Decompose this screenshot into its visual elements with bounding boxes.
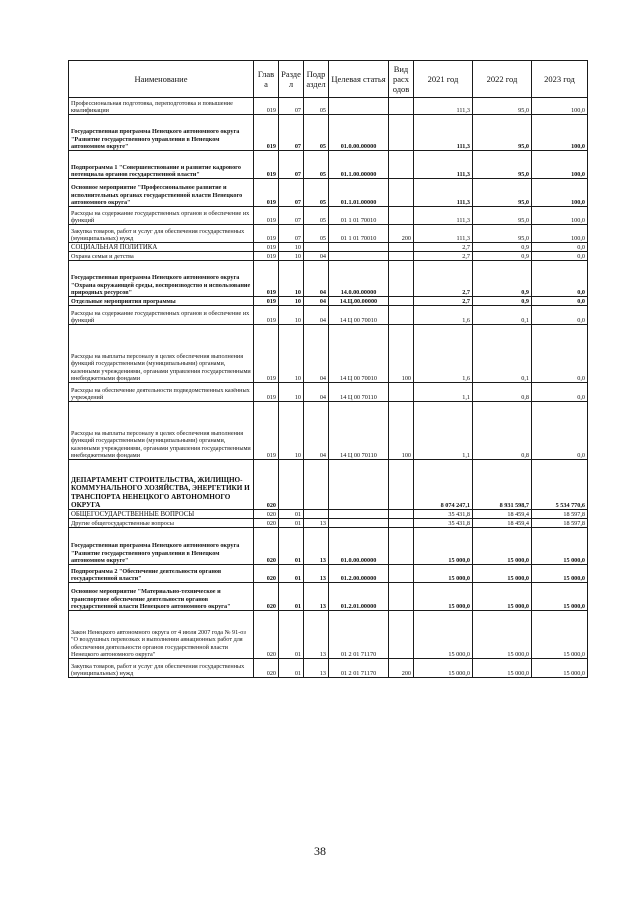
cell-glav: 020 [254,611,279,659]
cell-2023: 15 000,0 [532,528,588,565]
cell-razdel: 01 [279,583,304,611]
cell-2023: 18 597,8 [532,519,588,528]
header-target: Целевая статья [329,61,389,98]
cell-glav: 019 [254,383,279,402]
cell-podrazdel: 13 [304,583,329,611]
cell-target: 01.1.01.00000 [329,179,389,207]
cell-target [329,252,389,261]
cell-2023: 100,0 [532,151,588,179]
cell-target: 01.0.00.00000 [329,528,389,565]
cell-name: Охрана семьи и детства [69,252,254,261]
cell-2021: 1,6 [414,306,473,325]
cell-2022: 95,0 [473,115,532,151]
cell-name: СОЦИАЛЬНАЯ ПОЛИТИКА [69,243,254,252]
cell-2023: 15 000,0 [532,565,588,583]
cell-vid [389,528,414,565]
cell-2021: 35 431,8 [414,519,473,528]
cell-target [329,98,389,115]
header-2021: 2021 год [414,61,473,98]
table-row [69,528,588,565]
cell-name: Профессиональная подготовка, переподготовка и повышение квалификации [69,98,254,115]
cell-podrazdel: 13 [304,519,329,528]
cell-target: 14 Ц 00 70010 [329,306,389,325]
cell-razdel: 10 [279,402,304,460]
cell-2021: 15 000,0 [414,528,473,565]
cell-target: 01.0.00.00000 [329,115,389,151]
cell-2021: 35 431,8 [414,510,473,519]
header-vid: Вид расх одов [389,61,414,98]
cell-2021: 1,6 [414,325,473,383]
cell-podrazdel [304,460,329,510]
cell-2021: 2,7 [414,252,473,261]
cell-vid [389,98,414,115]
table-body [69,98,588,678]
cell-target [329,460,389,510]
cell-podrazdel: 04 [304,261,329,297]
budget-table [68,60,588,678]
cell-2022: 15 000,0 [473,583,532,611]
cell-2022: 15 000,0 [473,528,532,565]
cell-target [329,519,389,528]
cell-target: 01 2 01 71170 [329,611,389,659]
cell-podrazdel: 05 [304,151,329,179]
cell-name: Основное мероприятие "Профессиональное развитие и исполнительных органах государственной власти Ненецкого автономного округа" [69,179,254,207]
cell-2021: 8 074 247,1 [414,460,473,510]
table-row [69,252,588,261]
cell-2022: 15 000,0 [473,659,532,678]
cell-vid [389,151,414,179]
table-row [69,383,588,402]
table-row [69,325,588,383]
header-2022: 2022 год [473,61,532,98]
cell-name: Закупка товаров, работ и услуг для обеспечения государственных (муниципальных) нужд [69,659,254,678]
cell-name: Государственная программа Ненецкого автономного округа "Охрана окружающей среды, воспроизводство и использование природных ресурсов" [69,261,254,297]
table-row [69,659,588,678]
cell-2023: 15 000,0 [532,659,588,678]
cell-vid [389,583,414,611]
cell-2022: 0,9 [473,261,532,297]
cell-razdel: 01 [279,528,304,565]
cell-vid [389,179,414,207]
cell-name: Подпрограмма 2 "Обеспечение деятельности органов государственной власти" [69,565,254,583]
cell-2021: 1,1 [414,402,473,460]
cell-name: Другие общегосударственные вопросы [69,519,254,528]
cell-2021: 111,3 [414,115,473,151]
table-row [69,243,588,252]
cell-glav: 019 [254,243,279,252]
cell-2022: 95,0 [473,151,532,179]
cell-target [329,510,389,519]
cell-2021: 111,3 [414,151,473,179]
cell-podrazdel: 04 [304,325,329,383]
cell-target: 14.0.00.00000 [329,261,389,297]
cell-2021: 15 000,0 [414,611,473,659]
cell-glav: 019 [254,225,279,243]
cell-razdel: 10 [279,243,304,252]
table-row [69,565,588,583]
cell-2022: 95,0 [473,225,532,243]
cell-name: Закупка товаров, работ и услуг для обеспечения государственных (муниципальных) нужд [69,225,254,243]
cell-name: Расходы на содержание государственных органов и обеспечение их функций [69,207,254,225]
cell-podrazdel: 13 [304,611,329,659]
cell-razdel: 10 [279,297,304,306]
cell-2021: 2,7 [414,261,473,297]
cell-razdel: 01 [279,659,304,678]
cell-glav: 019 [254,98,279,115]
cell-glav: 020 [254,659,279,678]
cell-2023: 100,0 [532,115,588,151]
cell-2021: 111,3 [414,225,473,243]
cell-podrazdel [304,243,329,252]
header-podrazdel: Подр аздел [304,61,329,98]
cell-podrazdel: 05 [304,207,329,225]
cell-podrazdel: 13 [304,659,329,678]
cell-razdel: 01 [279,519,304,528]
cell-target: 14.Ц.00.00000 [329,297,389,306]
table-row [69,207,588,225]
header-2023: 2023 год [532,61,588,98]
table-row [69,402,588,460]
cell-2023: 0,0 [532,252,588,261]
cell-glav: 019 [254,179,279,207]
cell-name: Государственная программа Ненецкого автономного округа "Развитие государственного управления в Ненецком автономном округе" [69,528,254,565]
cell-2022: 0,8 [473,383,532,402]
cell-razdel: 10 [279,252,304,261]
cell-razdel: 07 [279,115,304,151]
cell-name: Отдельные мероприятия программы [69,297,254,306]
cell-glav: 020 [254,519,279,528]
cell-2023: 100,0 [532,179,588,207]
cell-glav: 019 [254,207,279,225]
cell-vid [389,510,414,519]
cell-podrazdel: 04 [304,306,329,325]
cell-2023: 100,0 [532,98,588,115]
cell-vid [389,261,414,297]
cell-2022: 18 459,4 [473,510,532,519]
cell-2021: 2,7 [414,297,473,306]
cell-razdel [279,460,304,510]
cell-target: 01 1 01 70010 [329,207,389,225]
cell-2021: 2,7 [414,243,473,252]
cell-2022: 18 459,4 [473,519,532,528]
header-razdel: Разде л [279,61,304,98]
table-row [69,519,588,528]
cell-vid [389,297,414,306]
cell-target [329,243,389,252]
header-glav: Глав а [254,61,279,98]
cell-vid: 200 [389,659,414,678]
cell-name: Расходы на выплаты персоналу в целях обеспечения выполнения функций государственными (муниципальными) органами, казенными учреждениями, органами управления государственными внебюджетными фондами [69,402,254,460]
cell-2023: 100,0 [532,225,588,243]
cell-2021: 111,3 [414,179,473,207]
cell-2023: 0,0 [532,306,588,325]
cell-name: Основное мероприятие "Материально-техническое и транспортное обеспечение деятельности органов государственной власти Ненецкого автономного округа" [69,583,254,611]
cell-vid [389,115,414,151]
page-number: 38 [314,844,326,858]
cell-razdel: 10 [279,261,304,297]
cell-2021: 15 000,0 [414,659,473,678]
cell-vid [389,243,414,252]
cell-glav: 019 [254,252,279,261]
table-row [69,306,588,325]
table-row [69,510,588,519]
cell-glav: 020 [254,565,279,583]
cell-name: ОБЩЕГОСУДАРСТВЕННЫЕ ВОПРОСЫ [69,510,254,519]
table-row [69,151,588,179]
cell-vid: 100 [389,402,414,460]
cell-2023: 100,0 [532,207,588,225]
cell-vid [389,611,414,659]
cell-glav: 019 [254,297,279,306]
cell-podrazdel: 05 [304,225,329,243]
cell-podrazdel: 04 [304,252,329,261]
cell-glav: 019 [254,402,279,460]
cell-name: Расходы на содержание государственных органов и обеспечение их функций [69,306,254,325]
cell-vid [389,207,414,225]
cell-2023: 0,0 [532,325,588,383]
cell-2021: 15 000,0 [414,565,473,583]
cell-glav: 020 [254,583,279,611]
cell-2022: 8 931 598,7 [473,460,532,510]
cell-2022: 95,0 [473,98,532,115]
cell-name: Расходы на обеспечение деятельности подведомственных казённых учреждений [69,383,254,402]
cell-2022: 0,9 [473,297,532,306]
cell-glav: 019 [254,306,279,325]
cell-2023: 15 000,0 [532,583,588,611]
cell-razdel: 10 [279,325,304,383]
cell-name: Подпрограмма 1 "Совершенствование и развитие кадрового потенциала органов государственной власти" [69,151,254,179]
cell-vid [389,306,414,325]
cell-podrazdel: 04 [304,297,329,306]
cell-podrazdel: 13 [304,528,329,565]
cell-2022: 0,1 [473,325,532,383]
cell-target: 01.1.00.00000 [329,151,389,179]
cell-vid [389,565,414,583]
cell-glav: 020 [254,528,279,565]
cell-razdel: 01 [279,611,304,659]
cell-glav: 019 [254,261,279,297]
cell-vid [389,460,414,510]
cell-razdel: 07 [279,151,304,179]
cell-name: ДЕПАРТАМЕНТ СТРОИТЕЛЬСТВА, ЖИЛИЩНО-КОММУНАЛЬНОГО ХОЗЯЙСТВА, ЭНЕРГЕТИКИ И ТРАНСПОРТА НЕНЕЦКОГО АВТОНОМНОГО ОКРУГА [69,460,254,510]
cell-2022: 95,0 [473,179,532,207]
cell-2022: 15 000,0 [473,611,532,659]
cell-2021: 111,3 [414,98,473,115]
table-row [69,225,588,243]
cell-podrazdel: 04 [304,383,329,402]
table-row [69,611,588,659]
cell-2021: 1,1 [414,383,473,402]
cell-target: 14 Ц 00 70110 [329,402,389,460]
table-row [69,179,588,207]
cell-podrazdel: 05 [304,115,329,151]
cell-glav: 020 [254,460,279,510]
cell-razdel: 07 [279,98,304,115]
cell-2022: 15 000,0 [473,565,532,583]
cell-2021: 15 000,0 [414,583,473,611]
cell-podrazdel [304,510,329,519]
cell-glav: 019 [254,151,279,179]
table-row [69,261,588,297]
cell-2022: 0,9 [473,252,532,261]
cell-razdel: 01 [279,510,304,519]
cell-glav: 019 [254,115,279,151]
cell-vid [389,383,414,402]
cell-podrazdel: 05 [304,98,329,115]
cell-2023: 18 597,8 [532,510,588,519]
cell-vid: 200 [389,225,414,243]
cell-razdel: 10 [279,383,304,402]
cell-name: Государственная программа Ненецкого автономного округа "Развитие государственного управления в Ненецком автономном округе" [69,115,254,151]
cell-2022: 0,9 [473,243,532,252]
table-row [69,583,588,611]
cell-target: 01 2 01 71170 [329,659,389,678]
table-header-row [69,61,588,98]
cell-podrazdel: 04 [304,402,329,460]
table-row [69,115,588,151]
cell-podrazdel: 13 [304,565,329,583]
cell-2022: 0,8 [473,402,532,460]
cell-2023: 0,0 [532,297,588,306]
cell-2022: 95,0 [473,207,532,225]
cell-2023: 15 000,0 [532,611,588,659]
cell-target: 14 Ц 00 70010 [329,325,389,383]
cell-razdel: 07 [279,225,304,243]
cell-razdel: 01 [279,565,304,583]
cell-target: 01.2.01.00000 [329,583,389,611]
cell-podrazdel: 05 [304,179,329,207]
cell-vid [389,519,414,528]
cell-razdel: 07 [279,179,304,207]
cell-razdel: 07 [279,207,304,225]
table-row [69,98,588,115]
cell-2023: 0,0 [532,261,588,297]
cell-target: 01.2.00.00000 [329,565,389,583]
cell-vid: 100 [389,325,414,383]
cell-2023: 0,0 [532,383,588,402]
cell-2023: 0,0 [532,243,588,252]
cell-razdel: 10 [279,306,304,325]
cell-glav: 020 [254,510,279,519]
cell-glav: 019 [254,325,279,383]
cell-name: Расходы на выплаты персоналу в целях обеспечения выполнения функций государственными (муниципальными) органами, казенными учреждениями, органами управления государственными внебюджетными фондами [69,325,254,383]
cell-target: 01 1 01 70010 [329,225,389,243]
cell-vid [389,252,414,261]
table-row [69,460,588,510]
cell-2023: 0,0 [532,402,588,460]
cell-2023: 5 534 770,6 [532,460,588,510]
cell-2022: 0,1 [473,306,532,325]
cell-name: Закон Ненецкого автономного округа от 4 июля 2007 года № 91-оз "О воздушных перевозках и выполнении авиационных работ для обеспечения деятельности органов государственной власти Ненецкого автономного округа" [69,611,254,659]
cell-2021: 111,3 [414,207,473,225]
cell-target: 14 Ц 00 70110 [329,383,389,402]
table-row [69,297,588,306]
header-name: Наименование [69,61,254,98]
